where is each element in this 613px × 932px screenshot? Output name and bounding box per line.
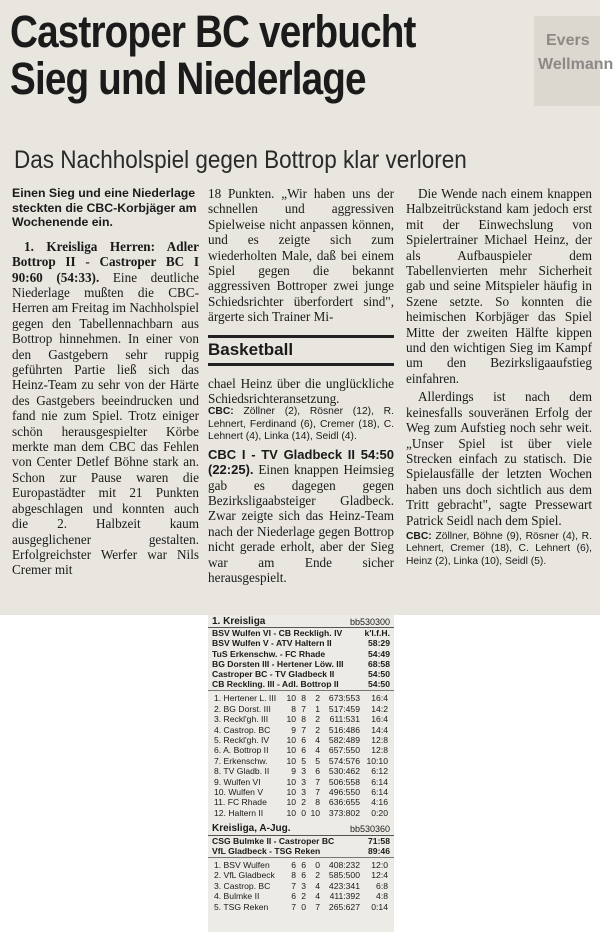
match1-result: 1. Kreisliga Herren: Adler Bottrop II - Castroper BC I 90:60 (54:33). [12,238,199,285]
games-lost: 0 [315,859,320,870]
points: 6:14 [371,776,388,787]
games-played: 7 [291,880,296,891]
match-teams: CB Reckling. III - Adl. Bottrop II [212,679,339,690]
match-teams: CSG Bulmke II - Castroper BC [212,835,335,846]
headline-line-2: Sieg und Niederlage [10,53,366,104]
match-teams: VfL Gladbeck - TSG Reken [212,845,321,856]
standings-row [214,704,390,714]
games-won: 3 [301,787,306,798]
games-played: 8 [291,703,296,714]
match-score: 54:49 [368,648,390,659]
games-won: 8 [301,693,306,704]
match-score: 54:50 [368,679,390,690]
article-column-1 [12,186,199,578]
games-won: 2 [301,797,306,808]
standings-row [214,881,390,891]
fragment-line-1: Evers [546,32,590,49]
basket-ratio: 611:531 [329,714,360,725]
games-won: 3 [301,766,306,777]
games-lost: 5 [315,755,320,766]
games-won: 8 [301,714,306,725]
standings-row [214,693,390,703]
points: 0:20 [371,807,388,818]
points: 4:16 [371,797,388,808]
lineup-match1 [208,406,394,443]
lineup-label: CBC: [208,406,234,418]
column2-continuation-2: chael Heinz über die unglückliche Schiedsrichteransetzung. [208,375,394,407]
games-lost: 4 [315,891,320,902]
games-won: 2 [301,891,306,902]
games-lost: 10 [310,807,320,818]
results-table-clipping [208,615,394,932]
points: 6:12 [371,766,388,777]
games-played: 10 [286,797,296,808]
team-name: 8. TV Gladb. II [214,766,270,777]
article-column-2 [208,186,394,585]
basket-ratio: 423:341 [328,880,360,891]
games-won: 3 [301,776,306,787]
games-won: 7 [301,724,306,735]
standings-row [214,735,390,745]
lineup-players: Zöllner (2), Rösner (12), R. Lehnert, Ferdinand (6), Cremer (18), C. Lehnert (4), Linka (14), Seidl (4). [208,406,394,443]
games-won: 0 [301,901,306,912]
games-played: 7 [291,901,296,912]
team-name: 5. Reckl'gh. IV [214,735,270,746]
games-won: 0 [301,807,306,818]
games-lost: 2 [315,693,320,704]
team-name: 3. Castrop. BC [214,880,271,891]
standings-row [214,777,390,787]
games-won: 6 [301,870,306,881]
games-lost: 8 [315,797,320,808]
column3-paragraph-2: Allerdings ist nach dem keinesfalls souveränen Erfolg der Weg zum Aufstieg noch sehr weit. „Unser Spiel ist über viele Strecken einfach zu statisch. Die Spielausfälle der letzten Wochen haben uns doch sichtlich aus dem Tritt gebracht", sagte Pressewart Patrick Seidl nach dem Spiel. [406,389,592,528]
match-score: 68:58 [368,658,390,669]
standings-row [214,745,390,755]
games-lost: 7 [315,787,320,798]
basket-ratio: 373:802 [328,807,360,818]
match-teams: BSV Wulfen VI - CB Reckligh. IV [212,628,343,639]
match-row [208,669,394,679]
lineup-label: CBC: [406,530,432,542]
team-name: 4. Bulmke II [214,891,260,902]
games-played: 9 [291,724,296,735]
match-teams: Castroper BC - TV Gladbeck II [212,669,335,680]
adjacent-article-fragment [534,16,613,106]
games-won: 6 [301,859,306,870]
games-lost: 7 [315,901,320,912]
games-lost: 4 [315,735,320,746]
points: 6:14 [371,787,388,798]
standings-row [214,891,390,901]
standings-row [214,787,390,797]
basket-ratio: 411:392 [329,891,360,902]
points: 12:8 [371,735,388,746]
column2-continuation: 18 Punkten. „Wir haben uns der schnellen und aggressiven Spielweise nicht anpassen können, und es zeigte sich zum wiederholten Male, daß bei einem Spiel gegen die bekannt aggressiven Bottroper zwei junge Schiedsrichter überfordert sind", ärgerte sich Trainer Mi- [208,186,394,325]
basket-ratio: 673:553 [328,693,360,704]
match-score: k'l.f.H. [364,628,390,639]
games-lost: 4 [315,745,320,756]
team-name: 1. BSV Wulfen [214,859,270,870]
team-name: 1. Hertener L. III [214,693,277,704]
standings-row [214,860,390,870]
points: 4:8 [376,891,388,902]
fragment-line-2: Wellmann [538,56,613,73]
points: 12:0 [371,859,388,870]
points: 0:14 [371,901,388,912]
subheadline: Das Nachholspiel gegen Bottrop klar verloren [14,146,467,174]
team-name: 3. Reckl'gh. III [214,714,269,725]
points: 16:4 [371,714,388,725]
games-played: 6 [291,859,296,870]
section-label-bar [208,335,394,366]
basket-ratio: 517:459 [328,703,360,714]
games-played: 10 [286,787,296,798]
match-score: 54:50 [368,669,390,680]
games-played: 9 [291,766,296,777]
league-title: 1. Kreisliga [212,616,266,627]
games-won: 3 [301,880,306,891]
basket-ratio: 657:550 [328,745,360,756]
team-name: 9. Wulfen VI [214,776,261,787]
ajug-header [208,822,394,835]
games-lost: 2 [315,870,320,881]
team-name: 6. A. Bottrop II [214,745,269,756]
match-score: 89:46 [368,845,390,856]
games-played: 8 [291,870,296,881]
standings-row [214,766,390,776]
kreisliga-standings [208,690,394,818]
match-row [208,679,394,689]
games-played: 10 [286,755,296,766]
match-row [208,628,394,638]
games-won: 6 [301,745,306,756]
headline-line-1: Castroper BC verbucht [10,6,416,57]
kreisliga-block [208,615,394,818]
standings-row [214,870,390,880]
basket-ratio: 408:232 [328,859,360,870]
basket-ratio: 636:655 [328,797,360,808]
basket-ratio: 574:576 [328,755,360,766]
standings-row [214,808,390,818]
standings-row [214,756,390,766]
match-score: 71:58 [368,835,390,846]
ajug-standings [208,857,394,912]
standings-row [214,714,390,724]
basket-ratio: 506:558 [328,776,360,787]
games-lost: 2 [315,714,320,725]
games-lost: 6 [315,766,320,777]
article-column-3 [406,186,592,568]
games-played: 10 [286,693,296,704]
points: 10:10 [366,755,388,766]
match-teams: BG Dorsten III - Hertener Löw. III [212,658,344,669]
match1-body: Eine deutliche Niederlage mußten die CBC-Herren am Freitag im Nachholspiel gegen den Tabellennachbarn aus Bottrop hinnehmen. In einer von den Gastgebern sehr ruppig geführten Partie ließ sich das Heinz-Team zu sehr von der Härte des Gastgebers beeindrucken und fand nie zum Spiel. Trotz einiger schön herausgespielter Körbe merkte man dem CBC das Fehlen von Center Detlef Böhne stark an. Schon zur Pause waren die Europastädter mit 21 Punkten abgeschlagen und konnten auch die 2. Halbzeit kaum ausgeglichener gestalten. Erfolgreichster Werfer war Nils Cremer mit [12,269,199,578]
points: 16:4 [371,693,388,704]
points: 12:8 [371,745,388,756]
match1-paragraph [12,239,199,578]
match-teams: TuS Erkenschw. - FC Rhade [212,648,326,659]
match-row [208,836,394,846]
basket-ratio: 585:500 [328,870,360,881]
league-code: bb530300 [349,617,390,627]
match2-body: Einen knappen Heimsieg gab es dagegen gegen Bezirksligaabsteiger Gladbeck. Zwar zeigte sich das Heinz-Team nach der Niederlage gegen Bottrop nicht gerade erholt, aber der Sieg war am Ende sicher herausgespielt. [208,462,394,585]
games-played: 6 [291,891,296,902]
games-played: 10 [286,745,296,756]
games-played: 10 [286,735,296,746]
basket-ratio: 516:486 [328,724,360,735]
match2-paragraph [208,447,394,586]
team-name: 11. FC Rhade [214,797,267,808]
games-lost: 7 [315,776,320,787]
team-name: 5. TSG Reken [214,901,269,912]
lead-paragraph: Einen Sieg und eine Niederlage steckten die CBC-Korbjäger am Wochenende ein. [12,186,197,230]
games-won: 5 [301,755,306,766]
games-won: 6 [301,735,306,746]
standings-row [214,725,390,735]
match-row [208,638,394,648]
column3-paragraph-1: Die Wende nach einem knappen Halbzeitrückstand kam jedoch erst mit der Einwechslung von Spielertrainer Michael Heinz, der als Aufbauspieler dem Tabellenvierten mehr Sicherheit gab und seine Mitspieler häufig in Szene setzte. So konnten die heimischen Korbjäger das Spiel Mitte der zweiten Hälfte kippen und den wichtigen Sieg im Kampf um den Bezirksligaaufstieg einfahren. [406,186,592,386]
basket-ratio: 582:489 [328,735,360,746]
games-lost: 1 [315,703,320,714]
points: 12:4 [371,870,388,881]
team-name: 2. BG Dorst. III [214,703,271,714]
lineup-players: Zöllner, Böhne (9), Rösner (4), R. Lehnert, Cremer (18), C. Lehnert (6), Heinz (2), Linka (10), Seidl (5). [406,530,592,567]
games-lost: 4 [315,880,320,891]
standings-row [214,902,390,912]
match-score: 58:29 [368,638,390,649]
section-label: Basketball [208,339,294,359]
basket-ratio: 530:462 [328,766,360,777]
kreisliga-header [208,615,394,628]
match2-result: CBC I - TV Gladbeck II 54:50 (22:25). [208,446,394,478]
points: 14:2 [371,703,388,714]
team-name: 10. Wulfen V [214,787,264,798]
team-name: 2. VfL Gladbeck [214,870,275,881]
games-played: 10 [286,776,296,787]
games-played: 10 [286,714,296,725]
ajug-block [208,822,394,912]
points: 14:4 [371,724,388,735]
headline [10,8,466,102]
points: 6:8 [376,880,388,891]
match-row [208,846,394,856]
match-row [208,659,394,669]
ajug-matches [208,836,394,856]
league-code: bb530360 [349,824,390,835]
lineup-match2 [406,531,592,568]
kreisliga-matches [208,628,394,689]
match-teams: BSV Wulfen V - ATV Haltern II [212,638,332,649]
games-played: 10 [286,807,296,818]
games-lost: 2 [315,724,320,735]
team-name: 7. Erkenschw. [214,755,268,766]
league-title: Kreisliga, A-Jug. [212,823,291,835]
games-won: 7 [301,703,306,714]
basket-ratio: 496:550 [328,787,360,798]
team-name: 4. Castrop. BC [214,724,271,735]
standings-row [214,797,390,807]
match-row [208,649,394,659]
basket-ratio: 265:627 [328,901,360,912]
team-name: 12. Haltern II [214,807,264,818]
